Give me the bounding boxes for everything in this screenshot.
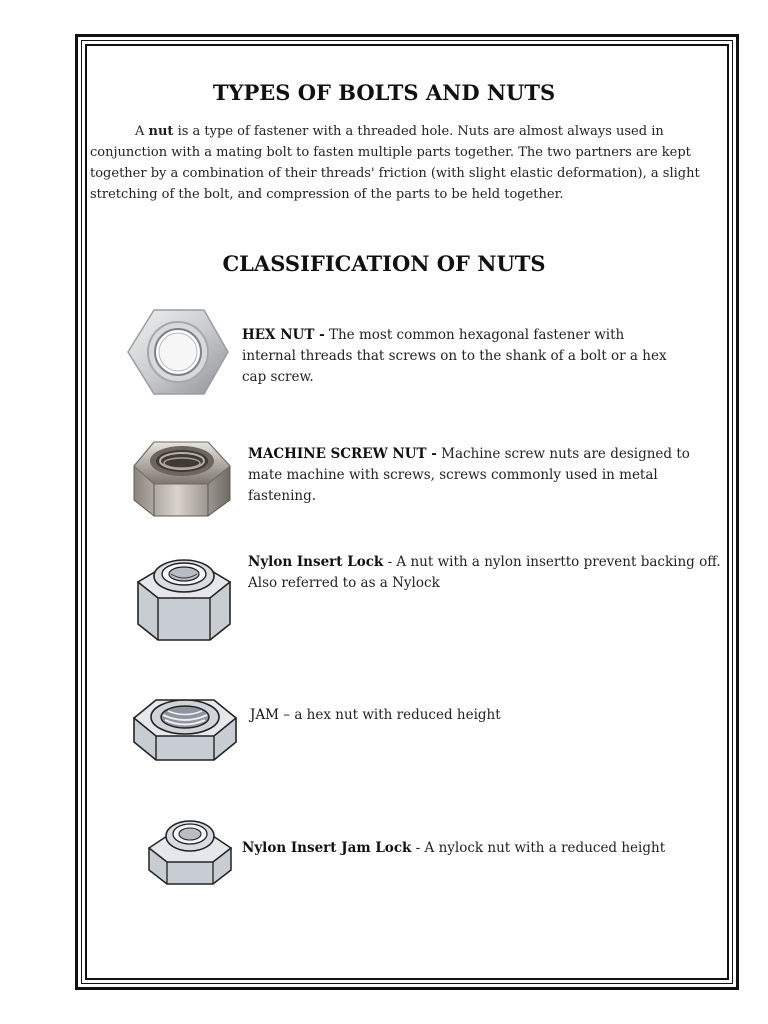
machine-screw-nut-icon (126, 432, 236, 520)
intro-bold-term: nut (148, 124, 174, 139)
page-title: TYPES OF BOLTS AND NUTS (212, 80, 556, 105)
item-term: Nylon Insert Lock (248, 554, 384, 570)
list-item: MACHINE SCREW NUT - Machine screw nuts are designed to mate machine with screws, screws commonly used in metal fastening. (248, 446, 690, 504)
item-term: MACHINE SCREW NUT - (248, 446, 437, 462)
hex-nut-icon (124, 306, 232, 398)
intro-paragraph: A nut is a type of fastener with a threaded hole. Nuts are almost always used in conjunction with a mating bolt to fasten multiple parts together. The two partners are kept together by a combination of their threads' friction (with slight elastic deformation), a slight stretching of the bolt, and compression of the parts to be held together. (90, 124, 700, 202)
nylon-insert-jam-lock-nut-icon (146, 814, 234, 888)
list-item: JAM – a hex nut with reduced height (250, 707, 501, 723)
item-term: JAM (250, 707, 279, 723)
section-title: CLASSIFICATION OF NUTS (222, 251, 546, 276)
item-term: HEX NUT - (242, 327, 325, 343)
jam-nut-icon (130, 684, 240, 764)
list-item: Nylon Insert Lock - A nut with a nylon insertto prevent backing off. Also referred to as a Nylock (248, 554, 721, 591)
list-item: Nylon Insert Jam Lock - A nylock nut with a reduced height (242, 840, 666, 856)
nylon-insert-lock-nut-icon (134, 552, 234, 644)
list-item: HEX NUT - The most common hexagonal fastener with internal threads that screws on to the shank of a bolt or a hex cap screw. (242, 327, 667, 385)
item-term: Nylon Insert Jam Lock (242, 840, 412, 856)
